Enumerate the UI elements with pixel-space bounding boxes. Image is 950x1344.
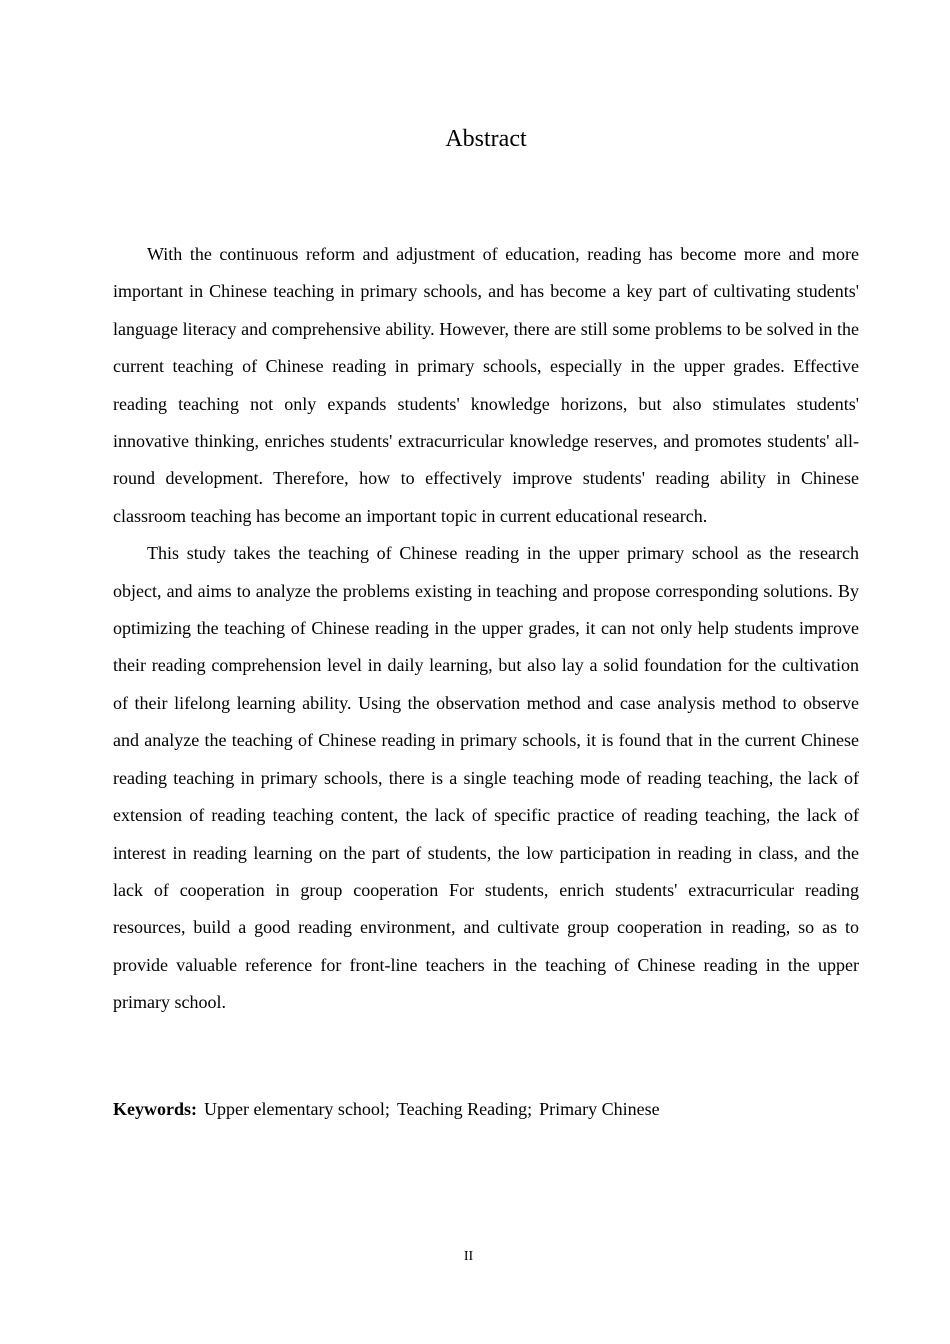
keyword-item: Primary Chinese: [539, 1099, 660, 1119]
keyword-item: Upper elementary school;: [204, 1099, 390, 1119]
abstract-body: [113, 236, 859, 1022]
abstract-paragraph-1: With the continuous reform and adjustment of education, reading has become more and more important in Chinese teaching in primary schools, and has become a key part of cultivating students' language literacy and comprehensive ability. However, there are still some problems to be solved in the current teaching of Chinese reading in primary schools, especially in the upper grades. Effective reading teaching not only expands students' knowledge horizons, but also stimulates students' innovative thinking, enriches students' extracurricular knowledge reserves, and promotes students' all-round development. Therefore, how to effectively improve students' reading ability in Chinese classroom teaching has become an important topic in current educational research.: [113, 244, 859, 526]
keyword-item: Teaching Reading;: [396, 1099, 533, 1119]
abstract-paragraph-2: This study takes the teaching of Chinese reading in the upper primary school as the research object, and aims to analyze the problems existing in teaching and propose corresponding solutions. By optimizing the teaching of Chinese reading in the upper grades, it can not only help students improve their reading comprehension level in daily learning, but also lay a solid foundation for the cultivation of their lifelong learning ability. Using the observation method and case analysis method to observe and analyze the teaching of Chinese reading in primary schools, it is found that in the current Chinese reading teaching in primary schools, there is a single teaching mode of reading teaching, the lack of extension of reading teaching content, the lack of specific practice of reading teaching, the lack of interest in reading learning on the part of students, the low participation in reading in class, and the lack of cooperation in group cooperation For students, enrich students' extracurricular reading resources, build a good reading environment, and cultivate group cooperation in reading, so as to provide valuable reference for front-line teachers in the teaching of Chinese reading in the upper primary school.: [113, 543, 859, 1013]
page-number: II: [463, 1249, 474, 1264]
keywords-label: Keywords:: [113, 1099, 197, 1119]
keywords-line: [113, 1091, 859, 1128]
abstract-title: Abstract: [445, 126, 527, 152]
